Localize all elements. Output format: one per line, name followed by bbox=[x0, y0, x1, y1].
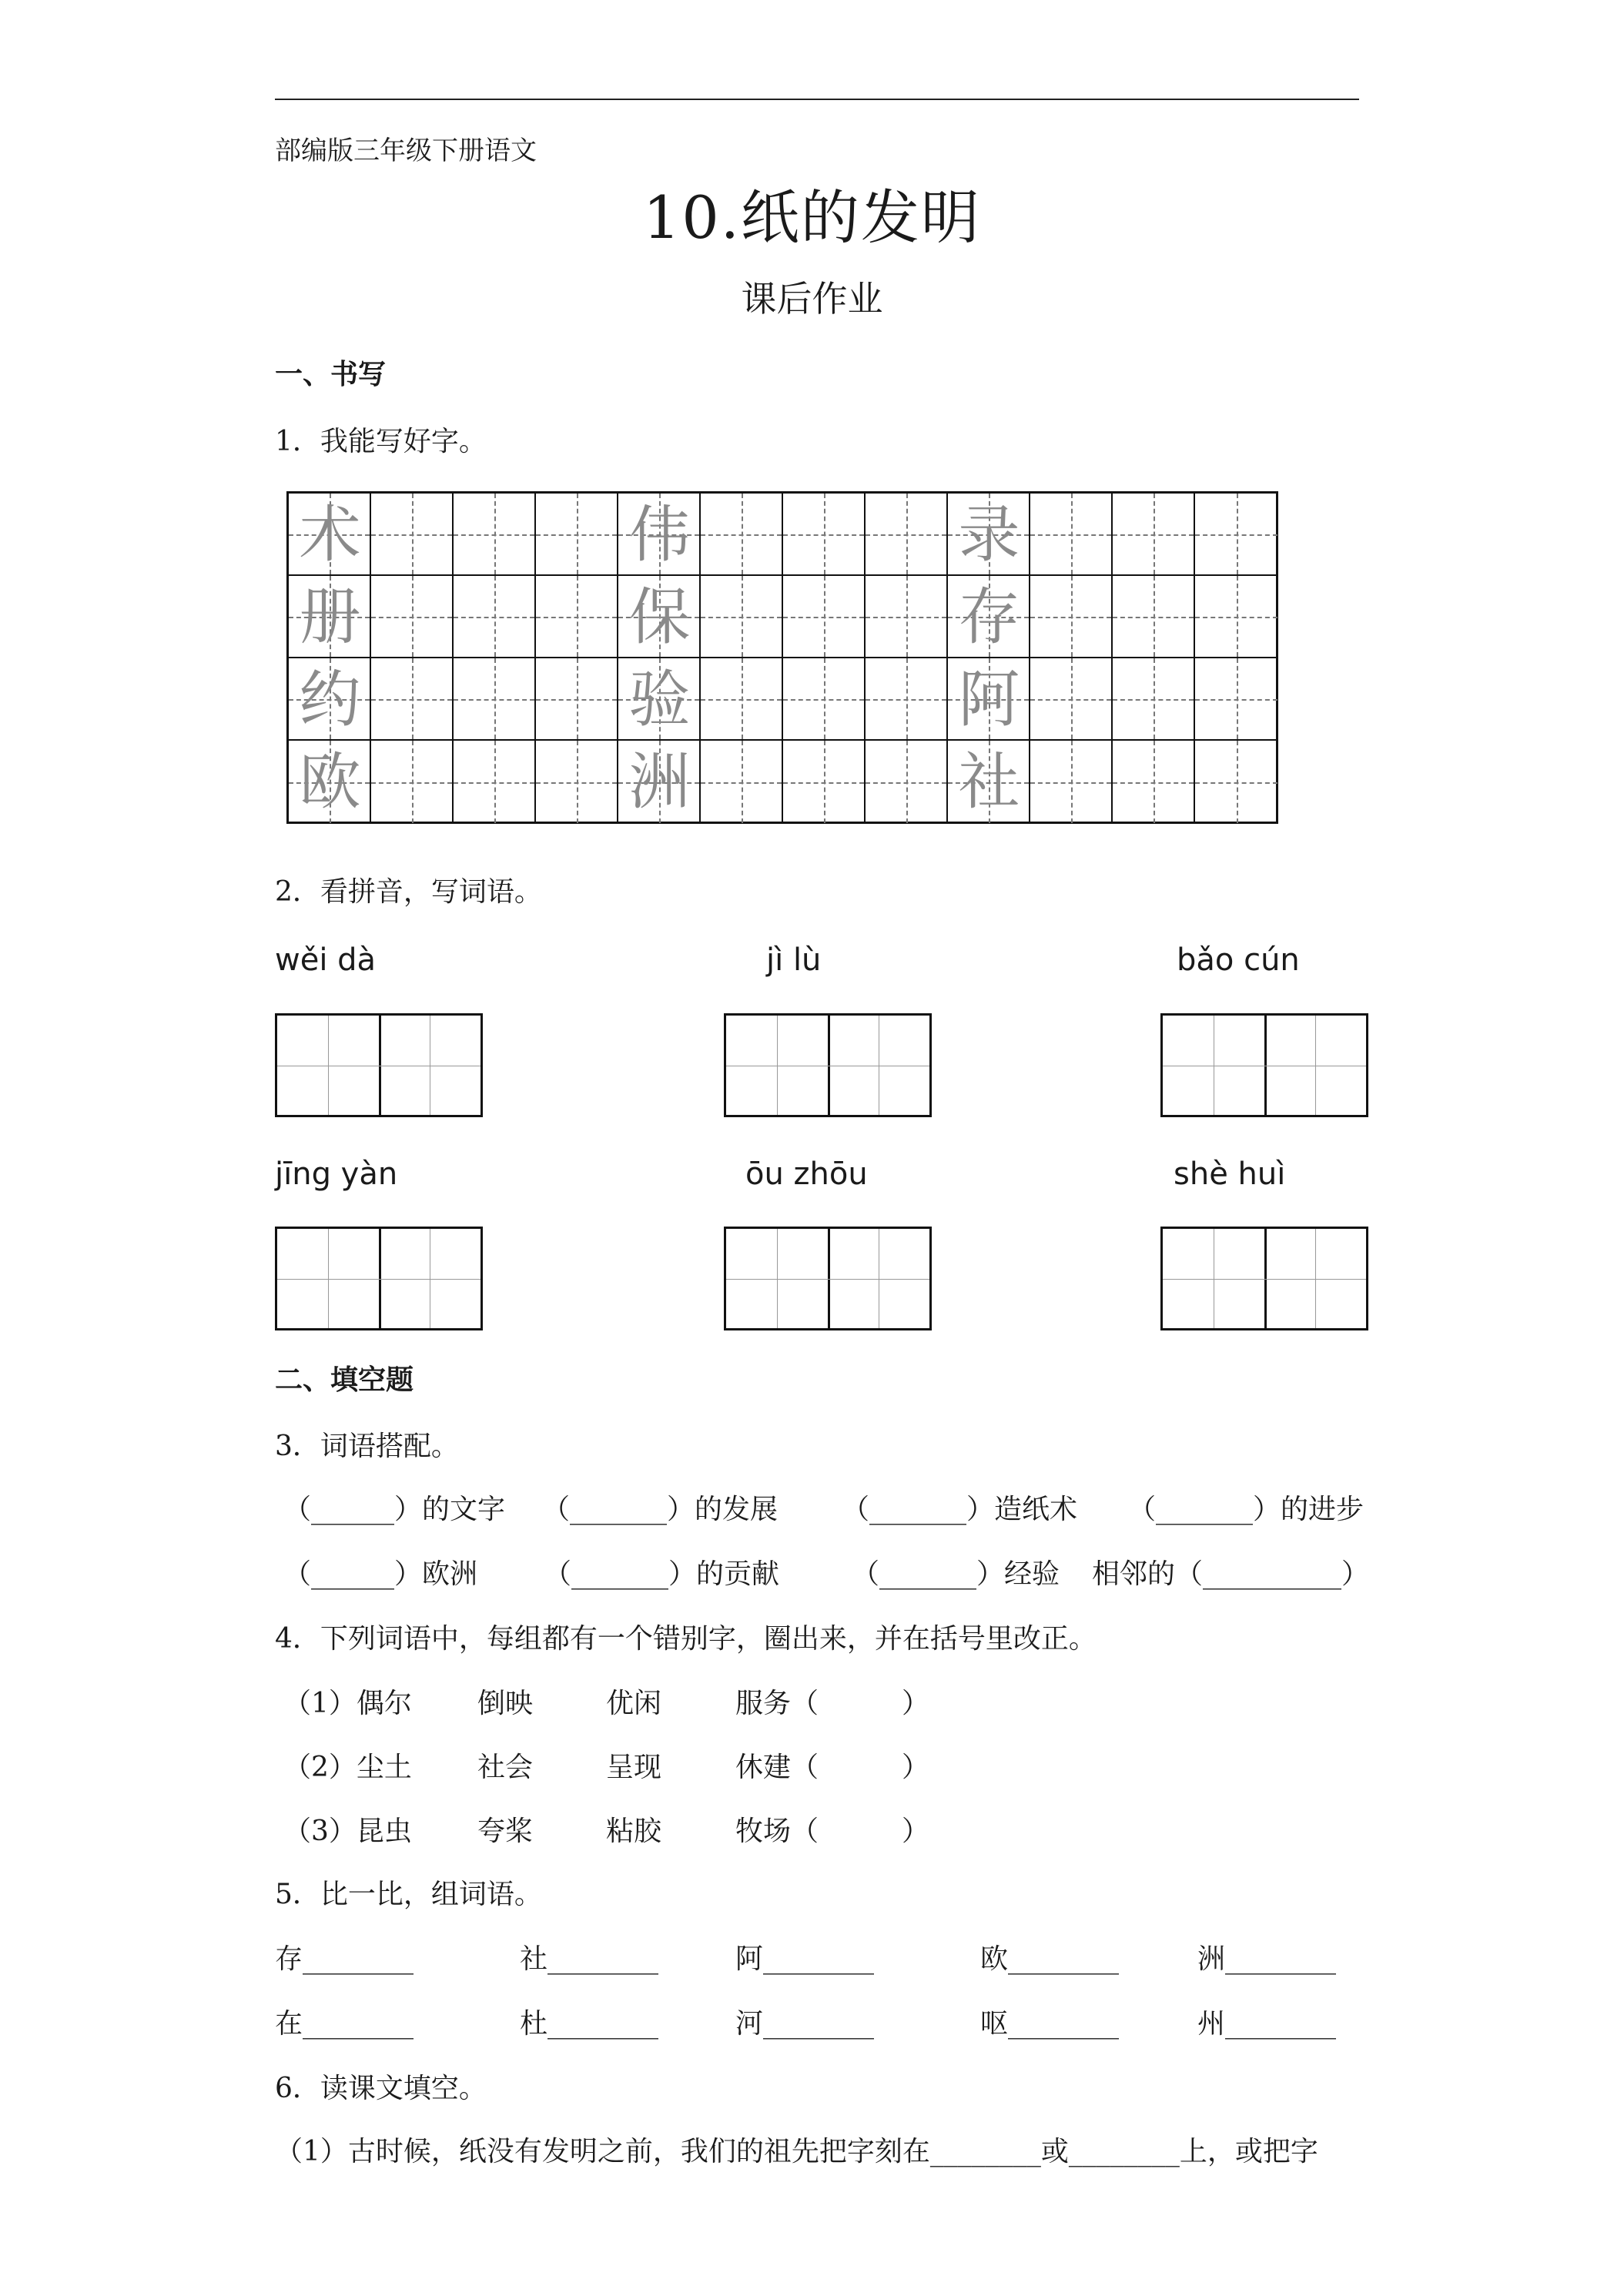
answer-box[interactable] bbox=[1160, 1227, 1368, 1330]
writing-cell[interactable] bbox=[289, 741, 371, 823]
answer-box[interactable] bbox=[1160, 1013, 1368, 1117]
writing-grid[interactable] bbox=[286, 491, 1278, 824]
page-title: 10.纸的发明 bbox=[643, 183, 981, 252]
course-label: 部编版三年级下册语文 bbox=[275, 136, 537, 166]
practice-character: 录 bbox=[958, 499, 1020, 571]
practice-character: 阿 bbox=[958, 664, 1020, 735]
practice-character: 存 bbox=[958, 581, 1020, 653]
writing-cell[interactable] bbox=[536, 494, 618, 576]
writing-cell[interactable] bbox=[866, 658, 948, 741]
writing-cell[interactable] bbox=[1030, 741, 1113, 823]
word-item[interactable]: 倒映 bbox=[477, 1688, 534, 1719]
writing-cell[interactable] bbox=[701, 658, 783, 741]
pinyin-label: wěi dà bbox=[275, 942, 377, 978]
section-writing-heading: 一、书写 bbox=[275, 358, 387, 390]
collocation-item[interactable]: （______）的文字 bbox=[283, 1494, 506, 1525]
practice-character: 保 bbox=[628, 581, 691, 653]
answer-box[interactable] bbox=[275, 1013, 483, 1117]
word-item[interactable]: 休建（ ） bbox=[735, 1752, 930, 1783]
writing-cell[interactable] bbox=[371, 494, 454, 576]
word-item[interactable]: 牧场（ ） bbox=[735, 1816, 930, 1847]
writing-cell[interactable] bbox=[948, 658, 1030, 741]
q6-line[interactable]: （1）古时候，纸没有发明之前，我们的祖先把字刻在________或________上，或把字 bbox=[275, 2136, 1318, 2167]
writing-cell[interactable] bbox=[1195, 576, 1277, 658]
writing-cell[interactable] bbox=[536, 741, 618, 823]
writing-cell[interactable] bbox=[948, 741, 1030, 823]
writing-cell[interactable] bbox=[1195, 494, 1277, 576]
word-compare-item[interactable]: 呕________ bbox=[980, 2008, 1120, 2040]
writing-cell[interactable] bbox=[1195, 741, 1277, 823]
pinyin-label: ōu zhōu bbox=[745, 1156, 868, 1192]
practice-character: 伟 bbox=[628, 499, 691, 571]
practice-character: 社 bbox=[958, 746, 1020, 818]
word-compare-item[interactable]: 州________ bbox=[1197, 2008, 1337, 2040]
word-item[interactable]: 呈现 bbox=[606, 1752, 662, 1783]
word-item[interactable]: 优闲 bbox=[606, 1688, 662, 1719]
q5-prompt: 5．比一比，组词语。 bbox=[275, 1879, 542, 1910]
q4-prompt: 4．下列词语中，每组都有一个错别字，圈出来，并在括号里改正。 bbox=[275, 1623, 1097, 1655]
pinyin-label: shè huì bbox=[1174, 1156, 1286, 1192]
writing-cell[interactable] bbox=[1030, 658, 1113, 741]
word-item[interactable]: 夸桨 bbox=[477, 1816, 534, 1847]
word-item[interactable]: 服务（ ） bbox=[735, 1688, 930, 1719]
q3-prompt: 3．词语搭配。 bbox=[275, 1431, 459, 1462]
word-compare-item[interactable]: 阿________ bbox=[735, 1943, 875, 1975]
writing-cell[interactable] bbox=[618, 658, 701, 741]
writing-cell[interactable] bbox=[1030, 494, 1113, 576]
writing-cell[interactable] bbox=[289, 494, 371, 576]
writing-cell[interactable] bbox=[371, 576, 454, 658]
writing-cell[interactable] bbox=[1113, 658, 1195, 741]
writing-cell[interactable] bbox=[536, 658, 618, 741]
collocation-item[interactable]: （_______）经验 bbox=[852, 1558, 1060, 1590]
practice-character: 术 bbox=[299, 499, 361, 571]
page-subtitle: 课后作业 bbox=[741, 278, 883, 320]
writing-cell[interactable] bbox=[1113, 494, 1195, 576]
writing-cell[interactable] bbox=[783, 576, 866, 658]
word-compare-item[interactable]: 欧________ bbox=[980, 1943, 1120, 1975]
writing-cell[interactable] bbox=[1113, 741, 1195, 823]
pinyin-label: jīng yàn bbox=[275, 1156, 398, 1192]
writing-cell[interactable] bbox=[536, 576, 618, 658]
writing-cell[interactable] bbox=[371, 658, 454, 741]
writing-cell[interactable] bbox=[701, 494, 783, 576]
writing-cell[interactable] bbox=[866, 494, 948, 576]
practice-character: 约 bbox=[299, 664, 361, 735]
pinyin-label: jì lù bbox=[766, 942, 822, 978]
writing-cell[interactable] bbox=[866, 576, 948, 658]
writing-cell[interactable] bbox=[701, 741, 783, 823]
word-compare-item[interactable]: 在________ bbox=[275, 2008, 414, 2040]
writing-cell[interactable] bbox=[701, 576, 783, 658]
collocation-item[interactable]: （_______）造纸术 bbox=[842, 1494, 1078, 1525]
word-item[interactable]: （2）尘土 bbox=[283, 1752, 412, 1783]
practice-character: 洲 bbox=[628, 746, 691, 818]
writing-cell[interactable] bbox=[783, 741, 866, 823]
section-fill-heading: 二、填空题 bbox=[275, 1364, 414, 1396]
header-rule bbox=[275, 99, 1359, 100]
word-compare-item[interactable]: 杜________ bbox=[520, 2008, 659, 2040]
q6-prompt: 6．读课文填空。 bbox=[275, 2073, 487, 2104]
collocation-item[interactable]: （_______）的贡献 bbox=[544, 1558, 780, 1590]
q1-prompt: 1．我能写好字。 bbox=[275, 426, 487, 457]
word-item[interactable]: （3）昆虫 bbox=[283, 1816, 412, 1847]
practice-character: 欧 bbox=[299, 746, 361, 818]
writing-cell[interactable] bbox=[454, 576, 536, 658]
writing-cell[interactable] bbox=[289, 658, 371, 741]
answer-box[interactable] bbox=[275, 1227, 483, 1330]
word-item[interactable]: 社会 bbox=[477, 1752, 534, 1783]
writing-cell[interactable] bbox=[948, 494, 1030, 576]
writing-cell[interactable] bbox=[454, 658, 536, 741]
q2-prompt: 2．看拼音，写词语。 bbox=[275, 876, 542, 908]
writing-cell[interactable] bbox=[1030, 576, 1113, 658]
practice-character: 册 bbox=[299, 581, 361, 653]
collocation-item[interactable]: （_______）的进步 bbox=[1128, 1494, 1364, 1525]
collocation-item[interactable]: （_______）的发展 bbox=[542, 1494, 779, 1525]
collocation-item[interactable]: 相邻的（__________） bbox=[1092, 1558, 1370, 1590]
answer-box[interactable] bbox=[724, 1227, 932, 1330]
writing-cell[interactable] bbox=[948, 576, 1030, 658]
word-compare-item[interactable]: 存________ bbox=[275, 1943, 414, 1975]
writing-cell[interactable] bbox=[618, 494, 701, 576]
writing-cell[interactable] bbox=[1113, 576, 1195, 658]
word-compare-item[interactable]: 洲________ bbox=[1197, 1943, 1337, 1975]
writing-cell[interactable] bbox=[289, 576, 371, 658]
word-item[interactable]: 粘胶 bbox=[606, 1816, 662, 1847]
word-compare-item[interactable]: 河________ bbox=[735, 2008, 875, 2040]
word-item[interactable]: （1）偶尔 bbox=[283, 1688, 412, 1719]
writing-cell[interactable] bbox=[454, 741, 536, 823]
pinyin-label: bǎo cún bbox=[1177, 942, 1300, 978]
writing-cell[interactable] bbox=[618, 576, 701, 658]
word-compare-item[interactable]: 社________ bbox=[520, 1943, 659, 1975]
answer-box[interactable] bbox=[724, 1013, 932, 1117]
writing-cell[interactable] bbox=[1195, 658, 1277, 741]
writing-cell[interactable] bbox=[454, 494, 536, 576]
writing-cell[interactable] bbox=[783, 658, 866, 741]
collocation-item[interactable]: （______）欧洲 bbox=[283, 1558, 478, 1590]
writing-cell[interactable] bbox=[618, 741, 701, 823]
writing-cell[interactable] bbox=[371, 741, 454, 823]
writing-cell[interactable] bbox=[866, 741, 948, 823]
practice-character: 验 bbox=[628, 664, 691, 735]
writing-cell[interactable] bbox=[783, 494, 866, 576]
